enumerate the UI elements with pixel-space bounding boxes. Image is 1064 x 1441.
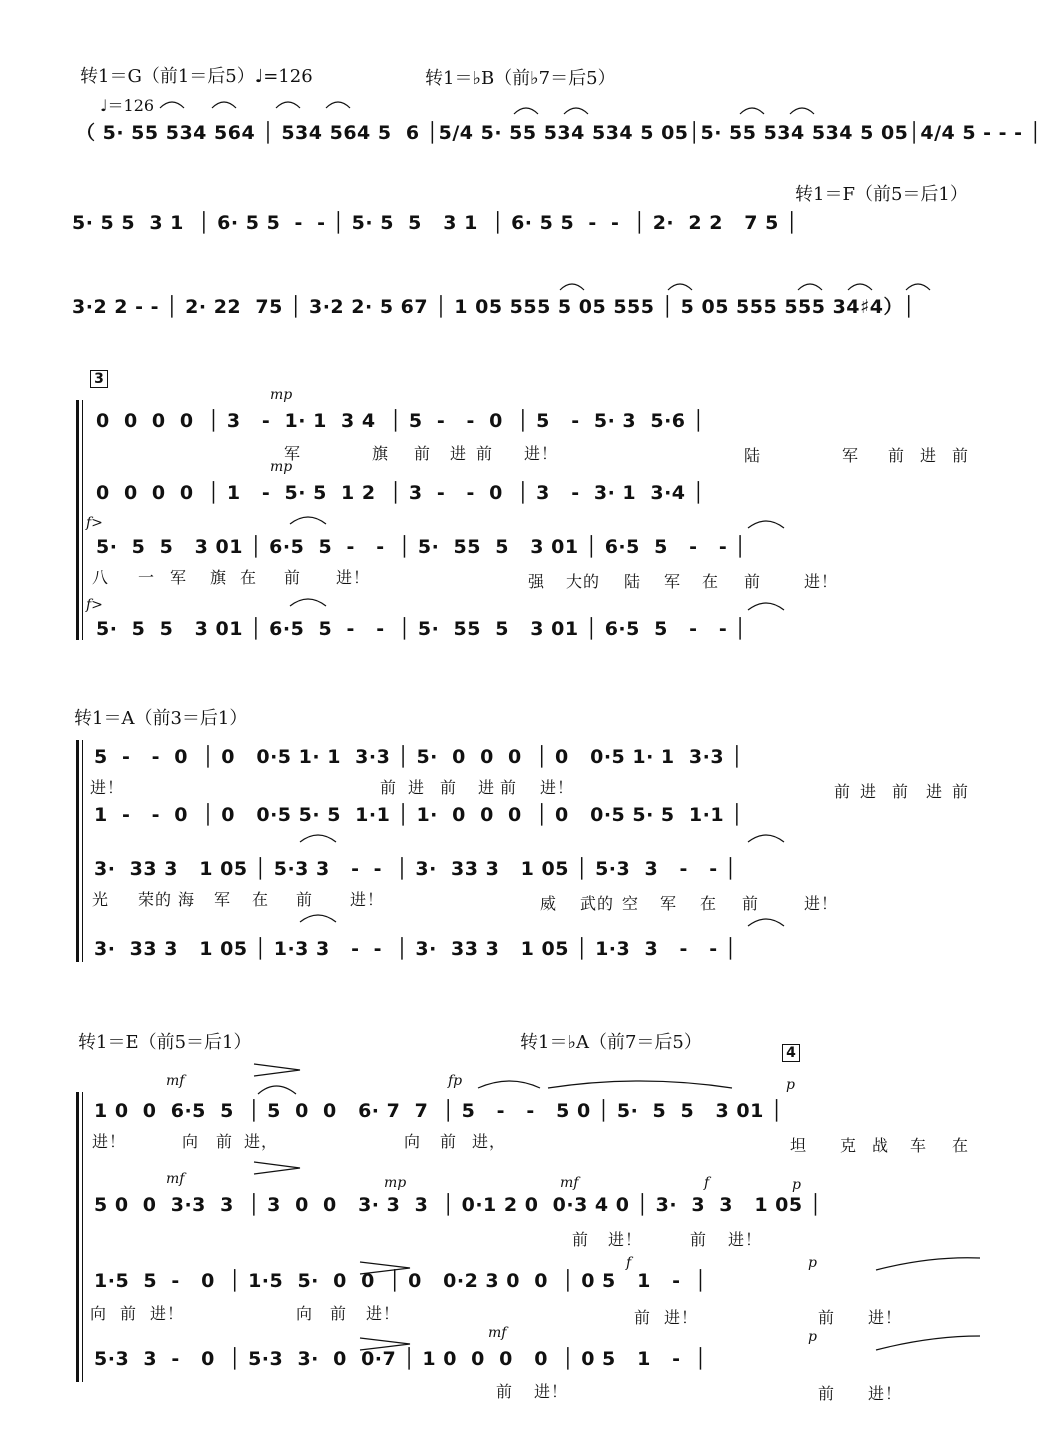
voice-2-notes: 5 0 0 3·3 3 │ 3 0 0 3· 3 3 │ 0·1 2 0 0·3 4 0 │ 3· 3 3 1 05 │ (94, 1194, 822, 1216)
dynamic-mp: mp (384, 1175, 407, 1191)
key-change-a: 转1＝A（前3＝后1） (74, 708, 248, 729)
dynamic-fp: fp (448, 1073, 463, 1089)
dynamic-f-accent: f> (86, 515, 103, 531)
dynamic-p: p (808, 1255, 817, 1271)
dynamic-mf: mf (488, 1325, 507, 1341)
dynamic-f: f (704, 1175, 710, 1191)
key-change-f: 转1＝F（前5＝后1） (795, 184, 968, 205)
key-change-g: 转1＝G（前1＝后5）♩=126 (80, 66, 313, 87)
voice-2-notes: 1 - - 0 │ 0 0·5 5· 5 1·1 │ 1· 0 0 0 │ 0 0·5 5· 5 1·1 │ (94, 804, 744, 826)
dynamic-p: p (786, 1077, 795, 1093)
voice-1-notes: 1 0 0 6·5 5 │ 5 0 0 6· 7 7 │ 5 - - 5 0 │ 5· 5 5 3 01 │ (94, 1100, 783, 1122)
dynamic-f: f (626, 1255, 632, 1271)
rehearsal-mark-4: 4 (782, 1044, 800, 1062)
dynamic-f-accent: f> (86, 597, 103, 613)
voice-1-notes: 5 - - 0 │ 0 0·5 1· 1 3·3 │ 5· 0 0 0 │ 0 0·5 1· 1 3·3 │ (94, 746, 744, 768)
dynamic-mf: mf (166, 1073, 185, 1089)
voice-3-notes: 5· 5 5 3 01 │ 6·5 5 - - │ 5· 55 5 3 01 │ 6·5 5 - - │ (96, 536, 747, 558)
dynamic-p: p (808, 1329, 817, 1345)
rehearsal-mark-3: 3 (90, 370, 108, 388)
intro-row-3: 3·2 2 - - │ 2· 22 75 │ 3·2 2· 5 67 │ 1 05 555 5 05 555 │ 5 05 555 555 34♯4）│ (72, 296, 915, 318)
key-change-bflat: 转1＝♭B（前♭7＝后5） (425, 68, 616, 89)
voice-4-notes: 5· 5 5 3 01 │ 6·5 5 - - │ 5· 55 5 3 01 │ 6·5 5 - - │ (96, 618, 747, 640)
key-change-aflat: 转1＝♭A（前7＝后5） (520, 1032, 702, 1053)
intro-row-2: 5· 5 5 3 1 │ 6· 5 5 - - │ 5· 5 5 3 1 │ 6· 5 5 - - │ 2· 2 2 7 5 │ (72, 212, 798, 234)
dynamic-mf: mf (166, 1171, 185, 1187)
intro-row-1: （ 5· 55 534 564 │ 534 564 5 6 │5/4 5· 55 534 534 5 05│5· 55 534 534 5 05│4/4 5 - - - │ (76, 122, 1042, 144)
dynamic-mf: mf (560, 1175, 579, 1191)
tempo-mark: ♩＝126 (100, 96, 155, 115)
voice-4-notes: 3· 33 3 1 05 │ 1·3 3 - - │ 3· 33 3 1 05 │ 1·3 3 - - │ (94, 938, 737, 960)
voice-4-notes: 5·3 3 - 0 │ 5·3 3· 0 0·7 │ 1 0 0 0 0 │ 0 5 1 - │ (94, 1348, 707, 1370)
voice-3-notes: 1·5 5 - 0 │ 1·5 5· 0 0 │ 0 0·2 3 0 0 │ 0 5 1 - │ (94, 1270, 707, 1292)
voice-2-notes: 0 0 0 0 │ 1 - 5· 5 1 2 │ 3 - - 0 │ 3 - 3· 1 3·4 │ (96, 482, 705, 504)
dynamic-p: p (792, 1177, 801, 1193)
dynamic-mp: mp (270, 387, 293, 403)
key-change-e: 转1＝E（前5＝后1） (78, 1032, 252, 1053)
voice-1-notes: 0 0 0 0 │ 3 - 1· 1 3 4 │ 5 - - 0 │ 5 - 5· 3 5·6 │ (96, 410, 705, 432)
voice-3-notes: 3· 33 3 1 05 │ 5·3 3 - - │ 3· 33 3 1 05 │ 5·3 3 - - │ (94, 858, 737, 880)
dynamic-mp: mp (270, 459, 293, 475)
